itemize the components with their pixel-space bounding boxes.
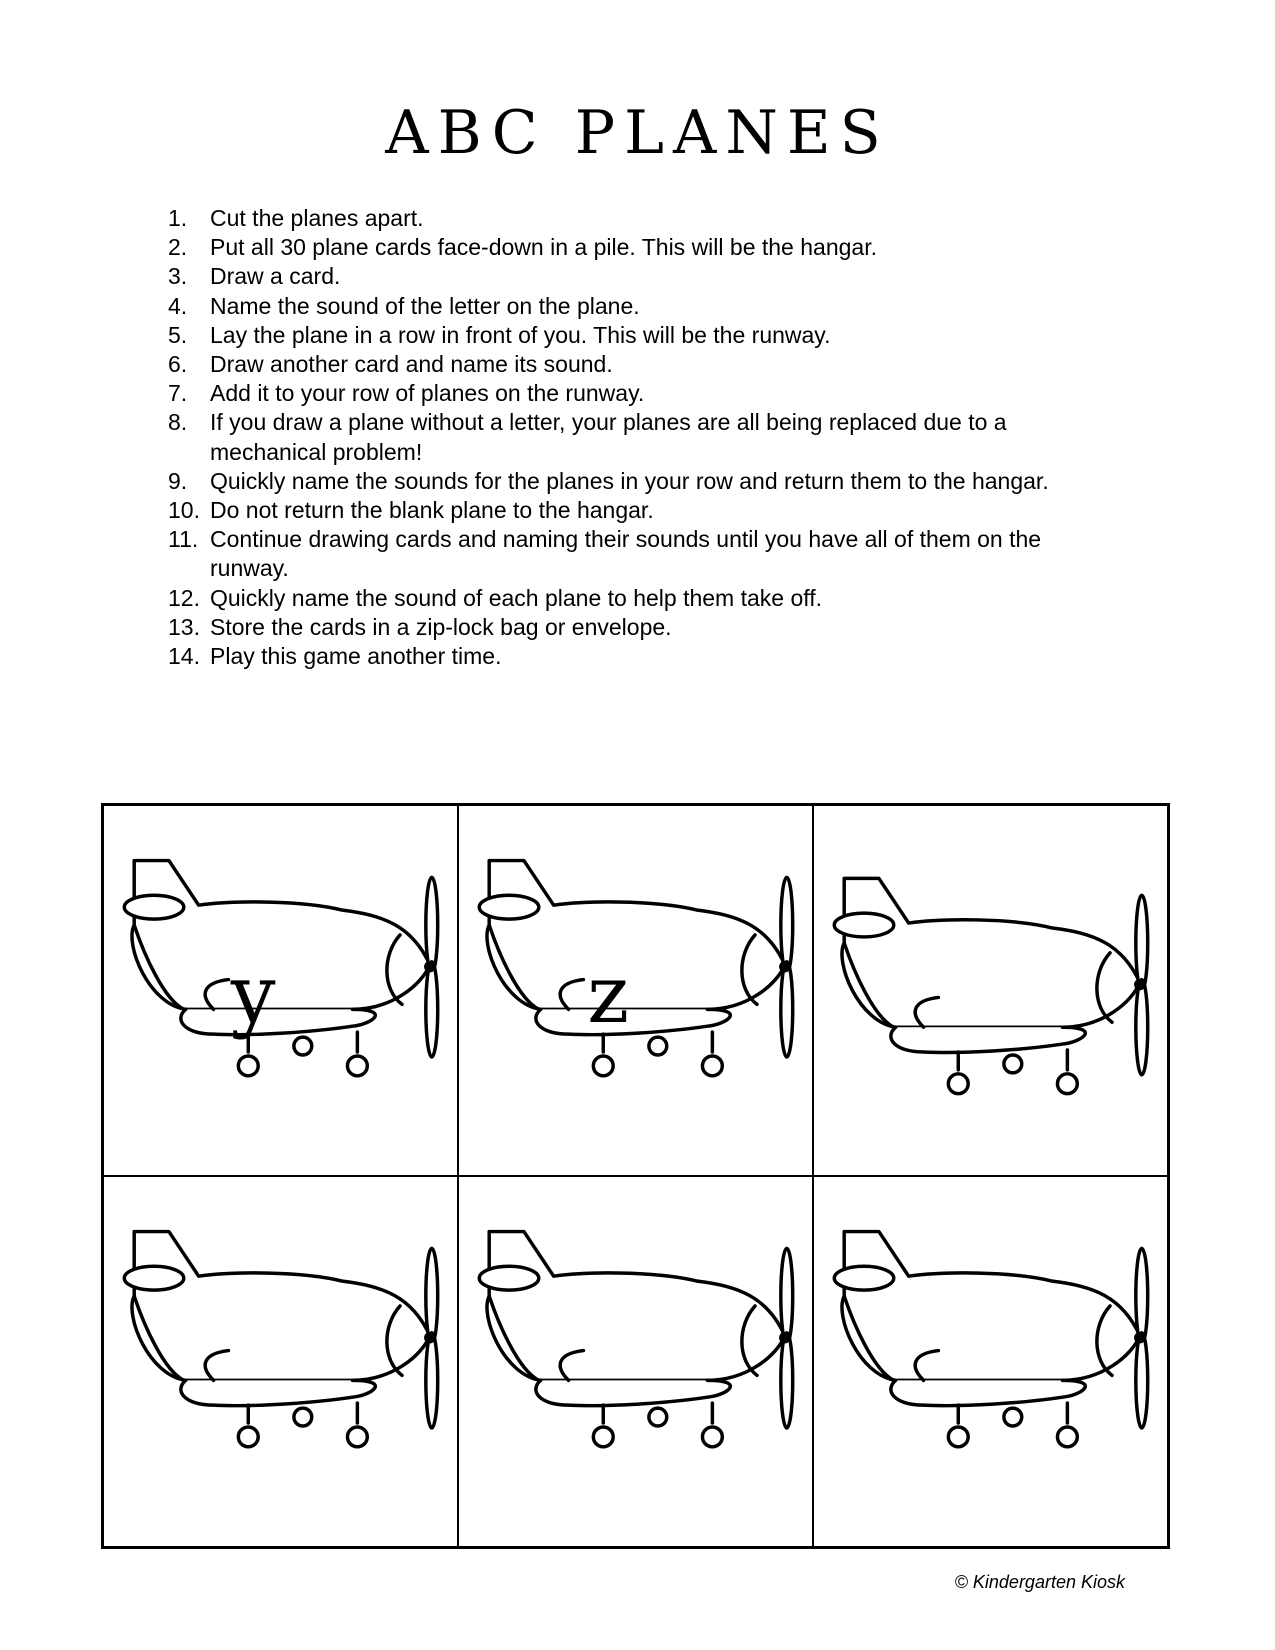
step-number: 7. [168, 380, 188, 407]
plane-card[interactable] [103, 1176, 458, 1547]
plane-cards-grid [101, 803, 1170, 1549]
instruction-item [168, 467, 1098, 496]
airplane-icon [459, 1177, 812, 1546]
instruction-item [168, 496, 1098, 525]
step-number: 4. [168, 292, 188, 319]
instruction-item [168, 292, 1098, 321]
plane-card[interactable] [458, 805, 813, 1176]
step-text: If you draw a plane without a letter, your planes are all being replaced due to a mechanical problem! [210, 409, 1007, 465]
step-number: 13. [168, 613, 200, 640]
instruction-item [168, 379, 1098, 408]
step-number: 3. [168, 263, 188, 290]
step-text: Quickly name the sound of each plane to help them take off. [210, 584, 823, 611]
airplane-icon [814, 1177, 1167, 1546]
step-number: 2. [168, 234, 188, 261]
step-text: Put all 30 plane cards face-down in a pile. This will be the hangar. [210, 234, 877, 261]
plane-card[interactable] [458, 1176, 813, 1547]
step-number: 12. [168, 584, 200, 611]
step-text: Quickly name the sounds for the planes in your row and return them to the hangar. [210, 467, 1049, 494]
step-number: 6. [168, 351, 188, 378]
plane-card[interactable] [813, 1176, 1168, 1547]
plane-card[interactable] [103, 805, 458, 1176]
instruction-item [168, 642, 1098, 671]
card-letter: z [587, 948, 630, 1042]
plane-card[interactable] [813, 805, 1168, 1176]
step-text: Name the sound of the letter on the plane. [210, 292, 640, 319]
instructions-list [168, 204, 1098, 671]
copyright-notice: © Kindergarten Kiosk [954, 1572, 1125, 1592]
instruction-item [168, 350, 1098, 379]
instruction-item [168, 613, 1098, 642]
instruction-item [168, 233, 1098, 262]
step-text: Play this game another time. [210, 643, 502, 670]
airplane-icon [104, 1177, 457, 1546]
step-text: Do not return the blank plane to the hangar. [210, 497, 654, 524]
airplane-icon [459, 806, 812, 1175]
step-text: Store the cards in a zip-lock bag or envelope. [210, 613, 672, 640]
step-text: Cut the planes apart. [210, 205, 424, 231]
step-text: Draw a card. [210, 263, 341, 290]
step-text: Continue drawing cards and naming their sounds until you have all of them on the runway. [210, 526, 1042, 582]
step-text: Draw another card and name its sound. [210, 351, 613, 378]
instruction-item [168, 262, 1098, 291]
airplane-icon [104, 806, 457, 1175]
instruction-item [168, 204, 1098, 233]
step-number: 1. [168, 205, 188, 231]
step-text: Add it to your row of planes on the runway. [210, 380, 645, 407]
airplane-icon [814, 806, 1167, 1175]
instruction-item [168, 525, 1098, 583]
step-number: 14. [168, 643, 200, 670]
card-letter: y [230, 948, 276, 1042]
step-number: 11. [168, 526, 199, 553]
step-number: 9. [168, 467, 188, 494]
step-number: 10. [168, 497, 200, 524]
step-text: Lay the plane in a row in front of you. This will be the runway. [210, 321, 831, 348]
instruction-item [168, 584, 1098, 613]
step-number: 5. [168, 321, 188, 348]
instruction-item [168, 321, 1098, 350]
step-number: 8. [168, 409, 188, 436]
page-title: ABC PLANES [385, 98, 890, 168]
instruction-item [168, 408, 1098, 466]
